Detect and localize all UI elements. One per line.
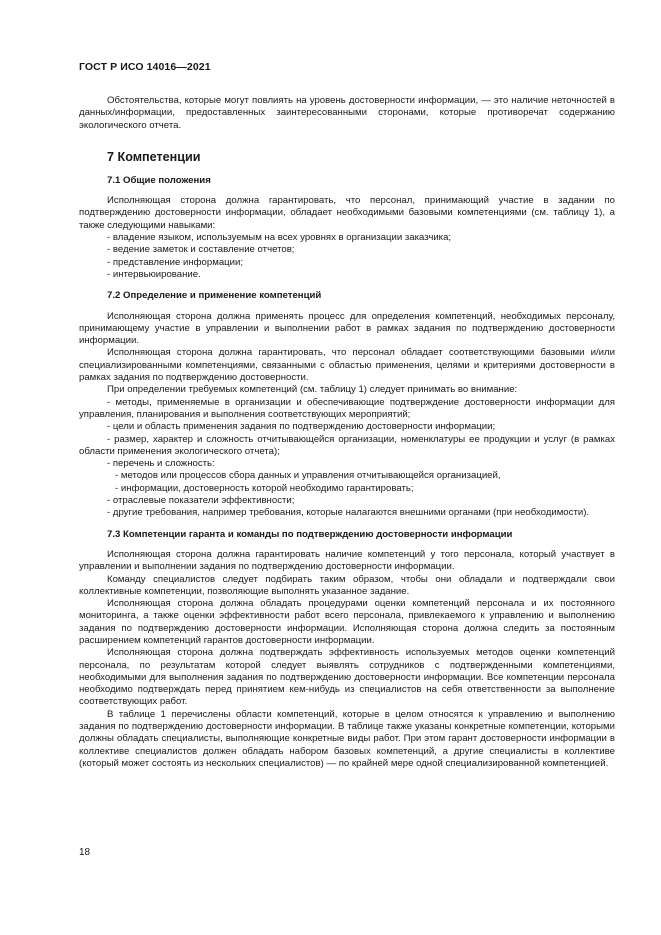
list-item: - другие требования, например требования, которые налагаются внешними органами (при необходимости). [107,507,590,519]
list-item: - перечень и сложность: [107,458,215,470]
list-item: - размер, характер и сложность отчитывающейся организации, номенклатуры ее продукции и услуг (в рамках области применения экологического отчета); [79,433,615,457]
sub-list-item: - информации, достоверность которой необходимо гарантировать; [115,482,414,494]
section-7-3-paragraph: Исполняющая сторона должна обладать процедурами оценки компетенций персонала и их постоянного мониторинга, а также оценки эффективности работ всего персонала, привлекаемого к управлению и выполнению задания по подтверждению достоверности информации. Исполняющая сторона должна следить за постоянным расширением компетенций гарантов достоверности информации. [79,598,615,646]
list-item: - ведение заметок и составление отчетов; [107,244,295,256]
section-7-2-paragraph: При определении требуемых компетенций (см. таблицу 1) следует принимать во внимание: [107,384,518,396]
section-7-3-paragraph: Исполняющая сторона должна гарантировать наличие компетенций у того персонала, который участвует в управлении и выполнении задания по подтверждению достоверности информации. [79,548,615,573]
section-7-1-paragraph: Исполняющая сторона должна гарантировать, что персонал, принимающий участие в задании по подтверждению достоверности информации, обладает необходимыми базовыми компетенциями (см. таблицу 1), а также следующими навыками: [79,195,615,231]
document-header: ГОСТ Р ИСО 14016—2021 [79,61,211,73]
section-7-3-paragraph: В таблице 1 перечислены области компетенций, которые в целом относятся к управлению и выполнению задания по подтверждению достоверности информации. В таблице также указаны конкретные компетенции, которыми должны обладать специалисты, выполняющие конкретные виды работ. При этом гарант достоверности информации в коллективе специалистов должен обладать набором базовых компетенций, а другие специалисты в коллективе (который может состоять из нескольких специалистов) — по крайней мере одной специализированной компетенцией. [79,708,615,769]
document-body [79,95,615,770]
list-item: - методы, применяемые в организации и обеспечивающие подтверждение достоверности информации для управления, планирования и выполнения соответствующих мероприятий; [79,396,615,420]
list-item: - представление информации; [107,256,244,268]
sub-list-item: - методов или процессов сбора данных и управления отчитывающейся организацией, [115,470,501,482]
section-7-heading: 7 Компетенции [107,149,201,164]
list-item: - владение языком, используемым на всех уровнях в организации заказчика; [107,232,452,244]
section-7-2-paragraph: Исполняющая сторона должна применять процесс для определения компетенций, необходимых персоналу, принимающему участие в управлении и выполнении работ в рамках задания по подтверждению достоверности информации. [79,310,615,347]
section-7-2-paragraph: Исполняющая сторона должна гарантировать, что персонал обладает соответствующими базовыми и/или специализированными компетенциями, связанными с областью применения, целями и критериями достоверности в рамках задания по подтверждению достоверности. [79,347,615,384]
list-item: - цели и область применения задания по подтверждению достоверности информации; [107,421,496,433]
section-7-3-paragraph: Исполняющая сторона должна подтверждать эффективность используемых методов оценки компетенций персонала, по результатам которой следует выявлять сотрудников с подтвержденными компетенциями, необходимыми для выполнения задания по подтверждению достоверности информации. Все компетенции персонала необходимо подтверждать перед принятием кем-нибудь из специалистов на себя ответственности за выполнение соответствующих работ. [79,647,615,708]
section-7-3-paragraph: Команду специалистов следует подбирать таким образом, чтобы они обладали и подтверждали свои коллективные компетенции, позволяющие выполнять указанное задание. [79,573,615,597]
list-item: - отраслевые показатели эффективности; [107,495,295,507]
section-7-1-heading: 7.1 Общие положения [107,174,211,186]
list-item: - интервьюирование. [107,268,201,280]
section-7-2-heading: 7.2 Определение и применение компетенций [107,290,322,302]
intro-paragraph: Обстоятельства, которые могут повлиять на уровень достоверности информации, — это наличие неточностей в данных/информации, предоставленных заинтересованными сторонами, которые противоречат содержанию экологического отчета. [79,95,615,131]
page-number: 18 [79,847,91,858]
section-7-3-heading: 7.3 Компетенции гаранта и команды по подтверждению достоверности информации [107,528,513,540]
